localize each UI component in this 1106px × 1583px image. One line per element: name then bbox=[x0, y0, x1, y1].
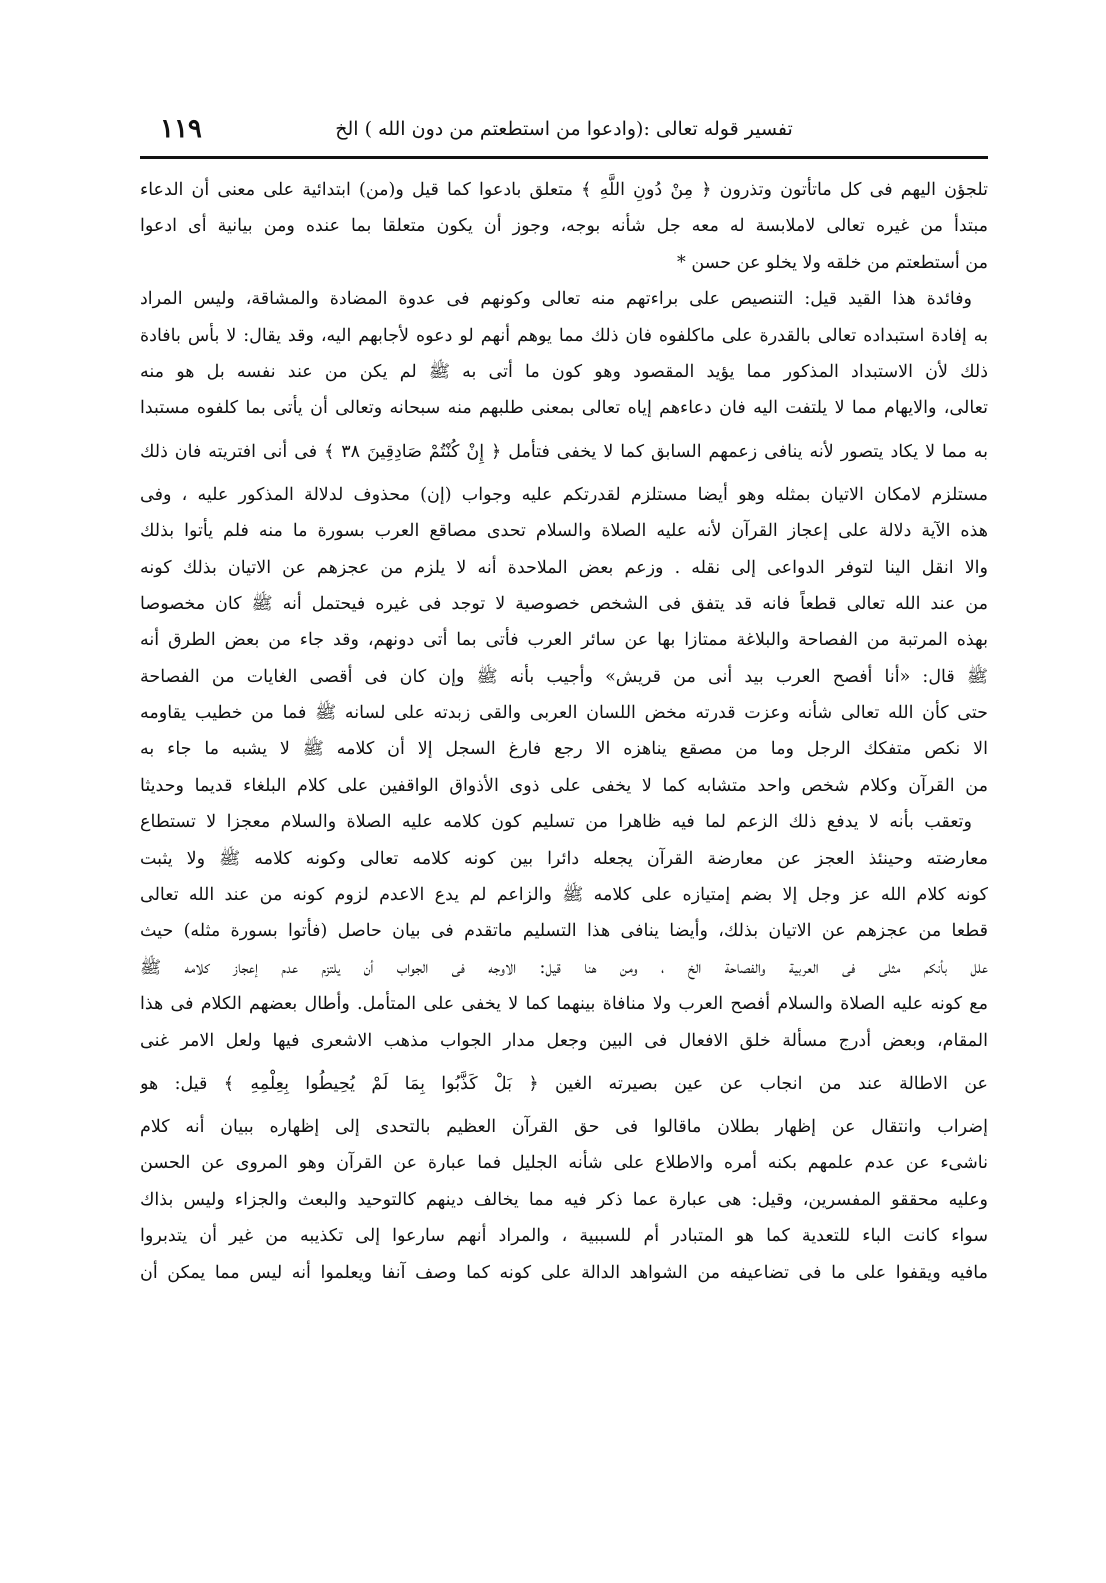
text-line: كونه كلام الله عز وجل إلا بضم إمتيازه على كلامه ﷺ والزاعم لم يدع الاعدم لزوم كونه من عند الله تعالى bbox=[140, 885, 988, 906]
text-line: مبتدأ من غيره تعالى لاملابسة له معه جل شأنه بوجه، وجوز أن يكون متعلقا بما عنده ومن بيانية أى ادعوا bbox=[140, 216, 988, 237]
text-line: حتى كأن الله تعالى شأنه وعزت قدرته مخض اللسان العربى والقى زبدته على لسانه ﷺ فما من خطيب يقاومه bbox=[140, 703, 988, 724]
text-line: سواء كانت الباء للتعدية كما هو المتبادر أم للسببية ، والمراد أنهم سارعوا إلى تكذيبه من غير أن يتدبروا bbox=[140, 1226, 988, 1247]
text-line: من أستطعتم من خلقه ولا يخلو عن حسن * bbox=[677, 252, 988, 273]
running-title: تفسير قوله تعالى :(وادعوا من استطعتم من دون الله ) الخ bbox=[335, 118, 793, 140]
text-line: هذه الآية دلالة على إعجاز القرآن لأنه عليه الصلاة والسلام تحدى مصاقع العرب بسورة ما منه فلم يأتوا بذلك bbox=[140, 521, 988, 542]
text-line: إضراب وانتقال عن إظهار بطلان ماقالوا فى حق القرآن العظيم بالتحدى إلى إظهاره ببيان أنه كلام bbox=[140, 1116, 988, 1137]
page-number: ١١٩ bbox=[160, 114, 202, 144]
text-line: علل بأنكم مثلى فى العربية والفصاحة الخ ، ومن هنا قيل: الاوجه فى الجواب أن يلتزم عدم إعجاز كلامه ﷺ bbox=[140, 957, 988, 978]
header-rule bbox=[140, 156, 988, 159]
text-line: من القرآن وكلام شخص واحد متشابه كما لا يخفى على ذوى الأذواق الواقفين على كلام البلغاء قديما وحديثا bbox=[140, 775, 988, 796]
text-line: المقام، وبعض أدرج مسألة خلق الافعال فى البين وجعل مدار الجواب مذهب الاشعرى فيها ولعل الامر غنى bbox=[140, 1030, 988, 1051]
text-line: وفائدة هذا القيد قيل: التنصيص على براءتهم منه تعالى وكونهم فى عدوة المضادة والمشاقة، وليس المراد bbox=[140, 289, 972, 310]
text-line: من عند الله تعالى قطعاً فانه قد يتفق فى الشخص خصوصية لا توجد فى غيره فيحتمل أنه ﷺ كان مخصوصا bbox=[140, 593, 988, 614]
text-line: وتعقب بأنه لا يدفع ذلك الزعم لما فيه ظاهرا من تسليم كون كلامه عليه الصلاة والسلام معجزا لا تستطاع bbox=[140, 812, 972, 833]
text-line: قطعا من عجزهم عن الاتيان بذلك، وأيضا ينافى هذا التسليم ماتقدم فى بيان حاصل (فأتوا بسورة مثله) حيث bbox=[140, 921, 988, 942]
text-line: وعليه محققو المفسرين، وقيل: هى عبارة عما ذكر فيه مما يخالف دينهم كالتوحيد والبعث والجزاء وليس بذاك bbox=[140, 1189, 988, 1210]
page-header bbox=[140, 112, 988, 150]
text-line: ﷺ قال: «أنا أفصح العرب بيد أنى من قريش» وأجيب بأنه ﷺ وإن كان فى أقصى الغايات من الفصاحة bbox=[140, 666, 988, 687]
text-line: والا انقل الينا لتوفر الدواعى إلى نقله . وزعم بعض الملاحدة أنه لا يلزم من عجزهم عن الاتيان بذلك كونه bbox=[140, 557, 988, 578]
text-line: تلجؤن اليهم فى كل ماتأتون وتذرون ﴿ مِنْ دُونِ اللَّهِ ﴾ متعلق بادعوا كما قيل و(من) ابتدائية على معنى أن الدعاء bbox=[140, 180, 988, 200]
text-line: بهذه المرتبة من الفصاحة والبلاغة ممتازا بها عن سائر العرب فأتى بما أتى دونهم، وقد جاء من بعض الطرق أنه bbox=[140, 630, 988, 651]
text-line: معارضته وحينئذ العجز عن معارضة القرآن يجعله دائرا بين كونه كلامه تعالى وكونه كلامه ﷺ ولا يثبت bbox=[140, 848, 988, 869]
document-page bbox=[140, 112, 988, 1492]
text-line: مستلزم لامكان الاتيان بمثله وهو أيضا مستلزم لقدرتكم عليه وجواب (إن) محذوف لدلالة المذكور عليه ، وفى bbox=[140, 484, 988, 505]
text-line: ناشىء عن عدم علمهم بكنه أمره والاطلاع على شأنه الجليل فما عبارة عن القرآن وهو المروى عن الحسن bbox=[140, 1153, 988, 1174]
text-line: مافيه ويقفوا على ما فى تضاعيفه من الشواهد الدالة على كونه كما وصف آنفا ويعلموا أنه ليس مما يمكن أن bbox=[140, 1262, 988, 1283]
text-line: الا نكص متفكك الرجل وما من مصقع يناهزه الا رجع فارغ السجل إلا أن كلامه ﷺ لا يشبه ما جاء به bbox=[140, 739, 988, 760]
text-line: تعالى، والايهام مما لا يلتفت اليه فان دعاءهم إياه تعالى بمعنى طلبهم منه سبحانه وتعالى أن يأتى بما كلفوه مستبدا bbox=[140, 398, 988, 419]
text-line: ذلك لأن الاستبداد المذكور مما يؤيد المقصود وهو كون ما أتى به ﷺ لم يكن من عند نفسه بل هو منه bbox=[140, 361, 988, 382]
text-line: مع كونه عليه الصلاة والسلام أفصح العرب ولا منافاة بينهما كما لا يخفى على المتأمل. وأطال بعضهم الكلام فى هذا bbox=[140, 994, 988, 1015]
text-line: عن الاطالة عند من انجاب عن عين بصيرته الغين ﴿ بَلْ كَذَّبُوا بِمَا لَمْ يُحِيطُوا بِعِلْمِهِ ﴾ قيل: هو bbox=[140, 1073, 988, 1094]
text-line: به إفادة استبداده تعالى بالقدرة على ماكلفوه فان ذلك مما يوهم أنهم لو دعوه لأجابهم اليه، وقد يقال: لا بأس بافادة bbox=[140, 325, 988, 346]
body-text bbox=[140, 172, 988, 1291]
text-line: به مما لا يكاد يتصور لأنه ينافى زعمهم السابق كما لا يخفى فتأمل ﴿ إِنْ كُنْتُمْ صَادِقِينَ ٣٨ ﴾ فى أنى افتريته فان ذلك bbox=[140, 441, 988, 462]
